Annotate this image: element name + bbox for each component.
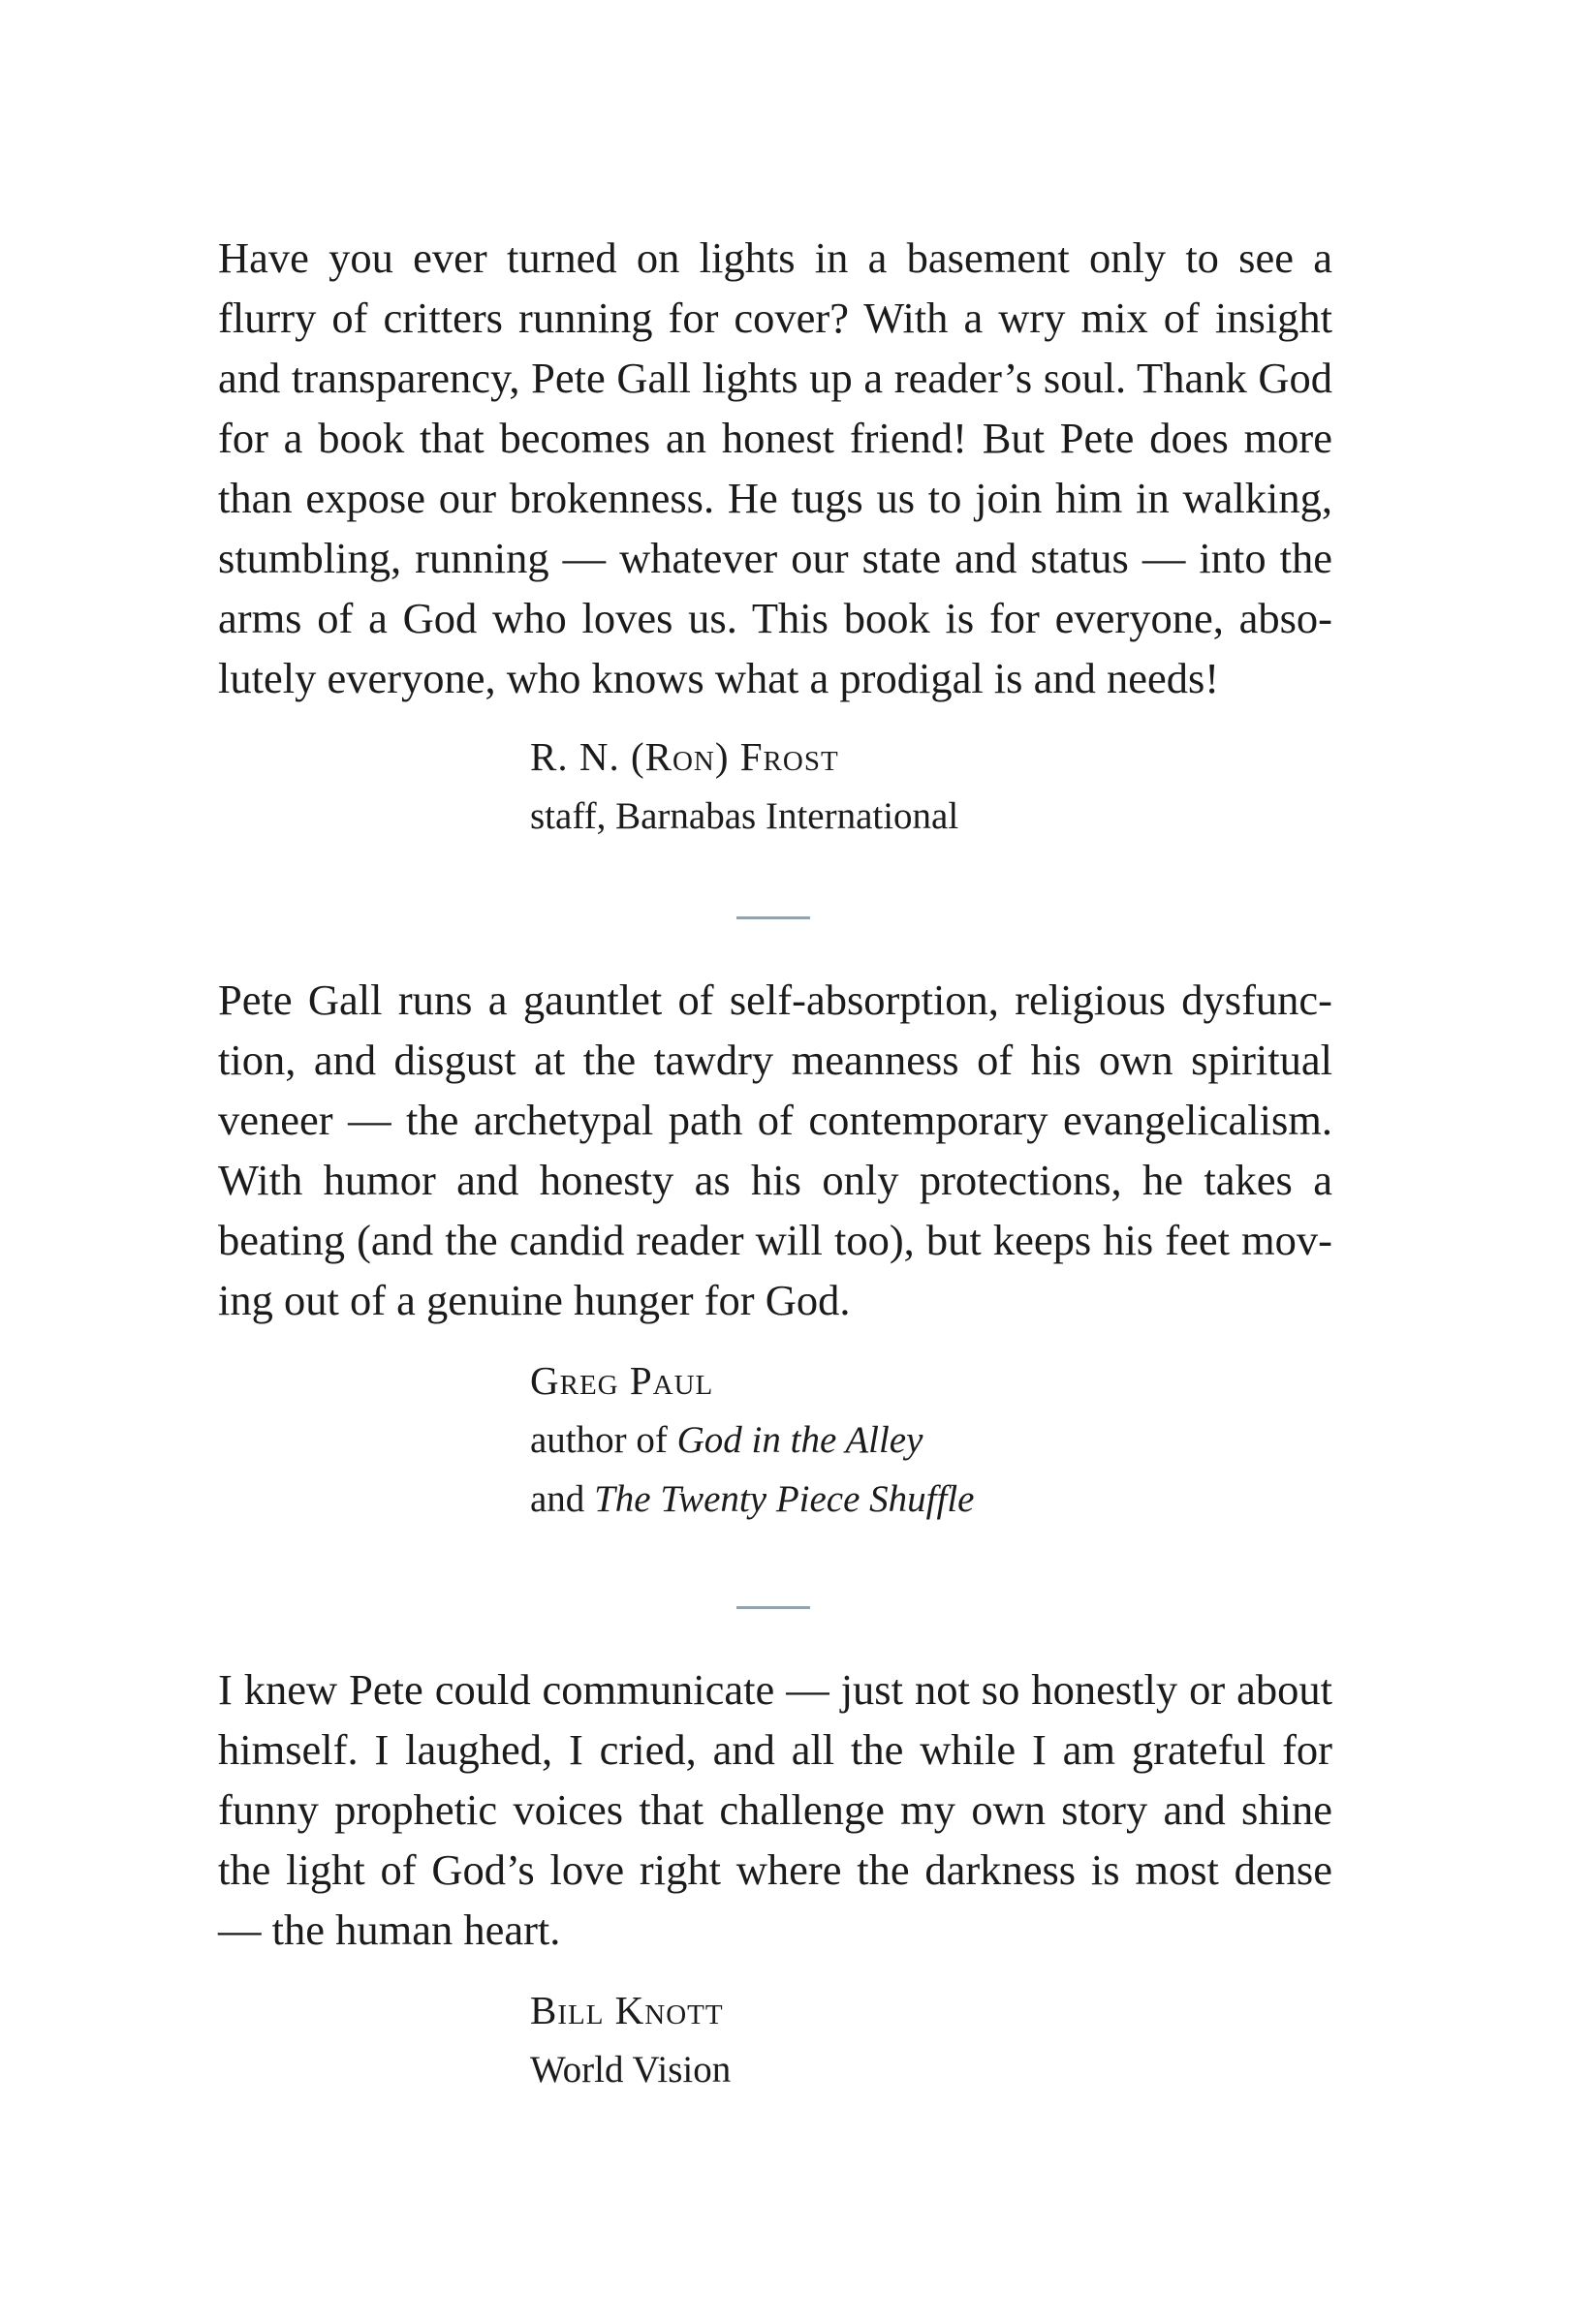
section-divider-2 (736, 1606, 810, 1609)
author-name-3: Bill Knott (530, 1988, 724, 2032)
section-divider-1 (736, 916, 810, 919)
author-name-1: R. N. (Ron) Frost (530, 734, 839, 779)
book-title-1: God in the Alley (676, 1419, 923, 1461)
author-role-1: staff, Barnabas International (530, 795, 959, 837)
attribution-3 (530, 1981, 1332, 2099)
testimonial-quote-1: Have you ever turned on lights in a basement only to see a flurry of critters running for cover? With a wry mix of insight and transparency, Pete Gall lights up a reader’s soul. Thank God for a book that becomes an honest friend! But Pete does more than expose our brokenness. He tugs us to join him in walking, stumbling, running — whatever our state and status — into the arms of a God who loves us. This book is for everyone, absolutely everyone, who knows what a prodigal is and needs! (218, 233, 1332, 702)
role-and: and (530, 1478, 595, 1520)
attribution-1 (530, 728, 1332, 846)
endorsements-page (218, 228, 1332, 2099)
attribution-2 (530, 1351, 1332, 1529)
author-role-3: World Vision (530, 2049, 732, 2091)
testimonial-quote-2: Pete Gall runs a gauntlet of self-absorption, religious dysfunction, and disgust at the tawdry meanness of his own spiritual veneer — the archetypal path of contemporary evangelicalism. With humor and honesty as his only protections, he takes a beating (and the candid reader will too), but keeps his feet moving out of a genuine hunger for God. (218, 976, 1332, 1324)
author-name-2: Greg Paul (530, 1358, 714, 1403)
book-title-2: The Twenty Piece Shuffle (594, 1478, 975, 1520)
role-prefix: author of (530, 1419, 677, 1461)
author-role-2-cont (530, 1470, 1332, 1529)
author-role-2 (530, 1410, 1332, 1470)
testimonial-quote-3: I knew Pete could communicate — just not so honestly or about himself. I laughed, I cried, and all the while I am grateful for funny prophetic voices that challenge my own story and shine the light of God’s love right where the darkness is most dense — the human heart. (218, 1665, 1332, 1954)
